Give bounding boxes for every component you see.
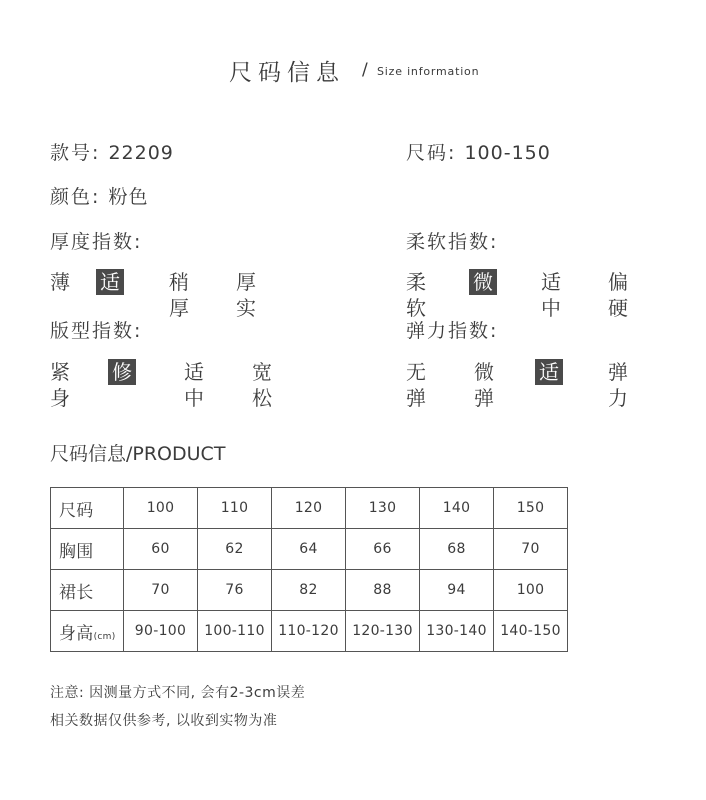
elasticity-option-medium-selected: 适中 (535, 359, 563, 385)
fit-option-loose: 宽松 (252, 360, 274, 410)
table-row-chest (51, 529, 568, 570)
measurement-note: 注意: 因测量方式不同, 会有2-3cm误差 (50, 685, 306, 701)
color-label: 颜色: (50, 186, 101, 208)
table-cell: 70 (494, 529, 568, 570)
table-cell: 90-100 (124, 611, 198, 652)
thickness-option-thin: 薄 (50, 270, 72, 294)
page-subtitle: Size information (377, 65, 480, 78)
table-cell: 94 (420, 570, 494, 611)
softness-option-slightly-soft-selected: 微软 (469, 269, 497, 295)
table-cell: 68 (420, 529, 494, 570)
elasticity-option-elastic: 弹力 (608, 360, 630, 410)
elasticity-option-none: 无弹 (406, 360, 428, 410)
title-separator: / (362, 60, 368, 80)
color-row (50, 182, 148, 209)
table-cell: 100 (494, 570, 568, 611)
table-cell: 60 (124, 529, 198, 570)
table-row-size (51, 488, 568, 529)
table-cell: 62 (198, 529, 272, 570)
table-row-height (51, 611, 568, 652)
thickness-option-medium-selected: 适中 (96, 269, 124, 295)
elasticity-label: 弹力指数: (406, 320, 499, 342)
table-cell: 140-150 (494, 611, 568, 652)
style-number-row (50, 138, 174, 165)
table-cell: 76 (198, 570, 272, 611)
table-cell: 64 (272, 529, 346, 570)
fit-label: 版型指数: (50, 320, 143, 342)
product-size-title: 尺码信息/PRODUCT (50, 443, 226, 465)
softness-option-hard: 偏硬 (608, 270, 630, 320)
reference-note: 相关数据仅供参考, 以收到实物为准 (50, 713, 278, 729)
row-head-size: 尺码 (51, 488, 124, 529)
fit-option-tight: 紧身 (50, 360, 72, 410)
softness-option-medium: 适中 (541, 270, 563, 320)
color-value: 粉色 (108, 186, 149, 208)
row-head-height (51, 611, 124, 652)
row-head-chest: 胸围 (51, 529, 124, 570)
fit-option-medium: 适中 (184, 360, 206, 410)
table-cell: 120-130 (346, 611, 420, 652)
table-cell: 100-110 (198, 611, 272, 652)
row-head-height-label: 身高 (59, 623, 94, 644)
softness-option-soft: 柔软 (406, 270, 428, 320)
size-range-row (406, 138, 551, 165)
table-cell: 70 (124, 570, 198, 611)
row-head-skirt-length: 裙长 (51, 570, 124, 611)
table-cell: 100 (124, 488, 198, 529)
table-cell: 66 (346, 529, 420, 570)
size-table (50, 487, 568, 652)
table-cell: 150 (494, 488, 568, 529)
size-range-label: 尺码: (406, 142, 457, 164)
size-range-value: 100-150 (464, 142, 551, 164)
thickness-option-slightly-thick: 稍厚 (169, 270, 191, 320)
style-number-value: 22209 (108, 142, 174, 164)
table-cell: 120 (272, 488, 346, 529)
table-cell: 130-140 (420, 611, 494, 652)
row-head-height-unit: (cm) (93, 631, 116, 642)
table-cell: 110 (198, 488, 272, 529)
table-row-skirt-length (51, 570, 568, 611)
table-cell: 130 (346, 488, 420, 529)
softness-label: 柔软指数: (406, 231, 499, 253)
table-cell: 110-120 (272, 611, 346, 652)
style-number-label: 款号: (50, 142, 101, 164)
elasticity-option-slight: 微弹 (474, 360, 496, 410)
page-title: 尺码信息 (229, 60, 345, 86)
thickness-option-thick: 厚实 (236, 270, 258, 320)
table-cell: 88 (346, 570, 420, 611)
fit-option-slim-selected: 修身 (108, 359, 136, 385)
table-cell: 82 (272, 570, 346, 611)
table-cell: 140 (420, 488, 494, 529)
thickness-label: 厚度指数: (50, 231, 143, 253)
